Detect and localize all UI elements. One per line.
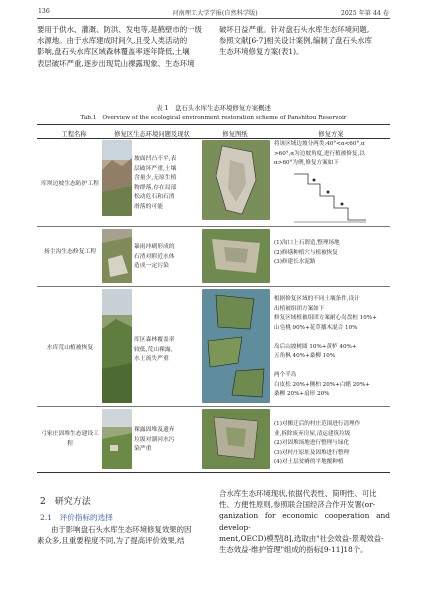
scheme-line (274, 362, 390, 372)
section-right-line: 合水库生态环境现状,依据代表性、简明性、可比 (219, 489, 377, 498)
problem-line: 物群落,存在局部 (134, 184, 177, 191)
problem-line: 裸露固堆及遗弃 (134, 427, 175, 433)
problem-line: 层破坏严重,土壤 (134, 165, 177, 172)
problem-line: 坡面凹凸不平,表 (134, 156, 177, 162)
table-header-problem: 修复区生态环境问题及现状 (114, 131, 190, 138)
scheme-line: 桑柳 20%+扇形 20% (274, 391, 330, 397)
scheme-line: 山皂桃 90%+花草播木混合 10% (274, 324, 358, 331)
scheme-text (274, 140, 390, 169)
subsection-heading: 2.1 评价指标的选择 (40, 513, 113, 522)
problem-line: 染严重 (134, 446, 152, 452)
problem-line: 含量少,无原生植 (134, 175, 177, 181)
scheme-line: 业,拆除废弃房屋,清运建筑垃圾 (274, 430, 351, 437)
section-heading: 2 研究方法 (40, 497, 91, 507)
table-caption-en: Tab.1 Overview of the ecological environment restoration scheme of Panshitou Reservoir (80, 115, 347, 121)
problem-line: 滑落的可能 (134, 203, 163, 210)
project-name: 扬尘沟生态修复工程 (43, 249, 97, 255)
scheme-line (274, 333, 390, 343)
table-header-name: 工程名称 (61, 131, 87, 138)
scheme-line: 根据修复区域的不同土壤条件,设计 (274, 296, 360, 302)
section-right-line: 生态效益-维护管理"组成的指标[9-11]18个。 (219, 545, 368, 555)
site-photo (102, 409, 132, 469)
problem-text (134, 243, 198, 272)
intro-right-line: 破坏日益严重。针对盘石头水库生态环境问题, (219, 25, 370, 34)
problem-line: 较低,荒山裸露, (134, 346, 173, 353)
header-rule (37, 18, 390, 19)
map-plan-icon (202, 229, 270, 283)
problem-text (134, 336, 198, 365)
intro-left-line: 表层破坏严重,逐步出现荒山裸露现象、生态环境 (37, 58, 195, 68)
problem-text (134, 426, 198, 455)
table-caption-cn: 表 1 盘石头水库生态环境修复方案概述 (156, 104, 271, 112)
site-photo (102, 140, 132, 216)
problem-line: 造成一定污染 (134, 263, 169, 269)
table-top-rule (37, 124, 390, 125)
intro-left-line: 影响,盘石头水库区域森林覆盖率逐年降低,土壤 (37, 47, 190, 57)
section-right-column (219, 488, 390, 555)
problem-line: 石渣对附近水体 (134, 253, 175, 260)
scheme-text (274, 295, 390, 400)
section-right-line: 性、方便性原则,参照联合国经济合作开发署(or- (219, 500, 376, 510)
row-divider (37, 286, 390, 287)
scheme-line: α>60°为例,修复方案如下 (274, 160, 339, 166)
page-number: 136 (38, 8, 50, 15)
scheme-line: >60°,α为边坡角度,进行植被修复,以 (274, 150, 365, 157)
table-header-drawing: 修复图纸 (222, 131, 248, 138)
scheme-line: (4)对土层贫瘠的平地覆种植 (274, 459, 344, 465)
row-divider (37, 406, 390, 407)
problem-text (134, 155, 198, 212)
scheme-line: 将该区域边坡分两类:40°<α<60°,α (274, 141, 365, 147)
year-issue: 2025 年第 44 卷 (340, 10, 389, 17)
map-plan-icon (202, 409, 270, 469)
intro-right-line: 参照文献[6-7]相关设计案例,编制了盘石头水库 (219, 36, 373, 46)
section-left-line: 由于影响盘石头水库生态环境修复效果的因 (51, 525, 192, 534)
scheme-text (274, 239, 390, 268)
scheme-line: 修复区域植被组团方案耐心岛盘桓 10%+ (274, 315, 377, 321)
journal-title: 河南理工大学学报(自然科学版) (172, 10, 258, 17)
problem-line: 库区森林覆盖率 (134, 337, 175, 343)
scheme-line: (1)对搬迁后的村庄范围进行清理作 (274, 421, 361, 427)
scheme-line: 岛后山坡树圆 10%+黄栌 40%+ (274, 343, 357, 350)
site-photo (102, 289, 132, 403)
project-name: 库坝边坡生态防护工程 (41, 181, 99, 187)
intro-left-line: 水源地。由于水库建成时间久,且受人类活动的 (37, 36, 188, 46)
slope-diagram-icon (290, 170, 370, 226)
project-name: 弓家庄固堆生态建设工程 (41, 431, 99, 447)
section-left-line: 素众多,且重要程度不同,为了提高评价效果,结 (37, 536, 185, 546)
map-plan-icon (202, 289, 270, 403)
scheme-line: (3)修建长水泥路 (274, 259, 316, 265)
site-photo (102, 229, 132, 283)
problem-line: 暴雨冲刷形成的 (134, 244, 175, 250)
intro-right-column (219, 24, 390, 58)
scheme-line: 白皮松 20%+侧柏 20%+白蜡 20%+ (274, 381, 370, 388)
project-name: 水库荒山植被恢复 (46, 345, 94, 351)
table-header-scheme: 修复方案 (318, 131, 344, 138)
scheme-line: 五角枫 40%+桑柳 10% (274, 353, 336, 359)
scheme-line: 出植被组团方案如下 (274, 305, 325, 312)
table-header-rule (37, 138, 390, 139)
scheme-line: (2)对固堆场地进行整理与绿化 (274, 440, 350, 446)
scheme-line: (3)对村庄原址及固堆进行整理 (274, 449, 350, 456)
section-right-line: ganization for economic cooperation and develop- (219, 511, 390, 532)
intro-right-line: 生态环境修复方案(表1)。 (219, 47, 304, 57)
table-bottom-rule (37, 472, 390, 473)
section-left-column (37, 524, 207, 546)
scheme-line: (1)沟口上石谓造,整理场地 (274, 240, 340, 246)
map-plan-icon (202, 140, 270, 220)
intro-left-line: 要用于供水、灌溉、防洪、发电等,是鹤壁市的一级 (37, 25, 202, 34)
intro-left-column (37, 24, 207, 69)
problem-line: 水土流失严重 (134, 356, 169, 362)
scheme-text (274, 420, 390, 468)
problem-line: 松动危石和石渣 (134, 194, 175, 200)
problem-line: 垃圾对湖河水污 (134, 436, 175, 443)
scheme-line: 两个半岛 (274, 372, 297, 378)
section-right-line: ment,OECD)模型[8],选取由"社会效益-景观效益- (219, 533, 384, 543)
scheme-line: (2)修缮种植穴与植被恢复 (274, 249, 338, 256)
row-divider (37, 226, 390, 227)
